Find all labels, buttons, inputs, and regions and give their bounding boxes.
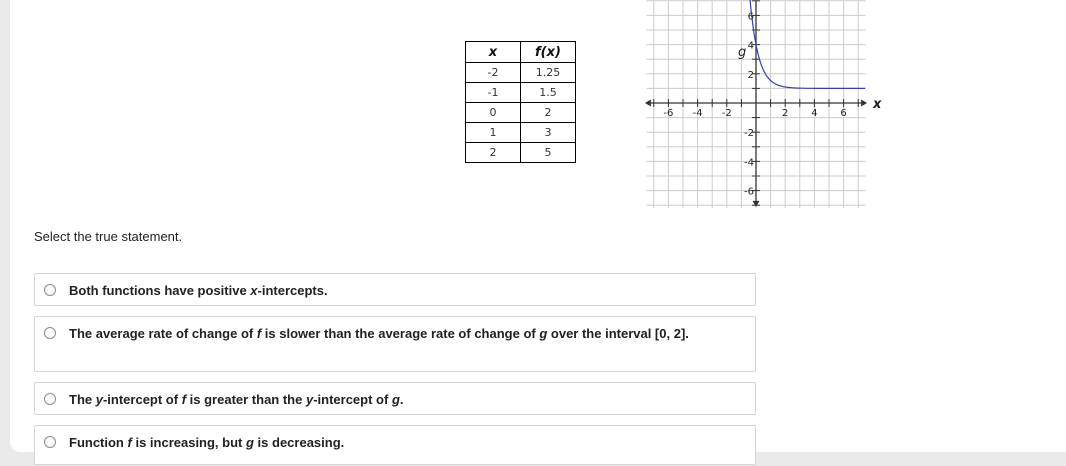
table-row — [466, 143, 576, 163]
table-cell-x: 0 — [466, 103, 521, 123]
table-cell-x: -1 — [466, 83, 521, 103]
choice-2-text: The average rate of change of f is slower than the average rate of change of g over the interval [0, 2]. — [69, 326, 689, 341]
question-panel — [10, 0, 1066, 452]
y-tick-label: 2 — [747, 69, 754, 81]
answer-choice-2[interactable] — [34, 316, 756, 372]
y-tick-label: -2 — [744, 128, 754, 140]
table-cell-x: 2 — [466, 143, 521, 163]
table-row — [466, 123, 576, 143]
y-axis-arrow-down — [753, 201, 760, 207]
table-cell-fx: 2 — [521, 103, 576, 123]
table-cell-x: 1 — [466, 123, 521, 143]
function-f-table — [465, 41, 576, 163]
table-cell-fx: 5 — [521, 143, 576, 163]
radio-button[interactable] — [44, 327, 56, 339]
radio-button[interactable] — [44, 436, 56, 448]
x-axis-arrow-right — [861, 100, 867, 107]
table-row — [466, 103, 576, 123]
table-row — [466, 83, 576, 103]
radio-button[interactable] — [44, 284, 56, 296]
table-row — [466, 63, 576, 83]
table-header-row — [466, 42, 576, 63]
x-tick-label: 4 — [811, 108, 818, 119]
x-tick-label: 6 — [840, 108, 847, 119]
choice-3-text: The y-intercept of f is greater than the y-intercept of g. — [69, 392, 404, 407]
y-tick-label: -4 — [744, 157, 754, 169]
choice-1-text: Both functions have positive x-intercepts. — [69, 283, 328, 298]
x-axis-arrow-left — [645, 100, 651, 107]
x-tick-label: -4 — [692, 108, 703, 119]
choice-4-text: Function f is increasing, but g is decreasing. — [69, 435, 345, 450]
x-axis-label: x — [873, 97, 882, 112]
question-prompt: Select the true statement. — [34, 229, 183, 244]
column-header-fx: f(x) — [521, 42, 576, 63]
function-g-graph — [640, 0, 880, 212]
x-tick-label: 2 — [782, 108, 789, 119]
y-tick-label: 4 — [747, 40, 754, 52]
y-tick-label: 6 — [747, 11, 754, 23]
column-header-x: x — [466, 42, 521, 63]
x-tick-label: -6 — [663, 108, 674, 119]
x-tick-label: -2 — [721, 108, 732, 119]
answer-choice-3[interactable] — [34, 382, 756, 415]
table-cell-fx: 1.5 — [521, 83, 576, 103]
table-cell-x: -2 — [466, 63, 521, 83]
y-tick-label: -6 — [744, 186, 754, 198]
answer-choice-1[interactable] — [34, 273, 756, 306]
table-cell-fx: 1.25 — [521, 63, 576, 83]
table-cell-fx: 3 — [521, 123, 576, 143]
radio-button[interactable] — [44, 393, 56, 405]
answer-choice-4[interactable] — [34, 425, 756, 465]
curve-g-label: g — [738, 45, 747, 60]
